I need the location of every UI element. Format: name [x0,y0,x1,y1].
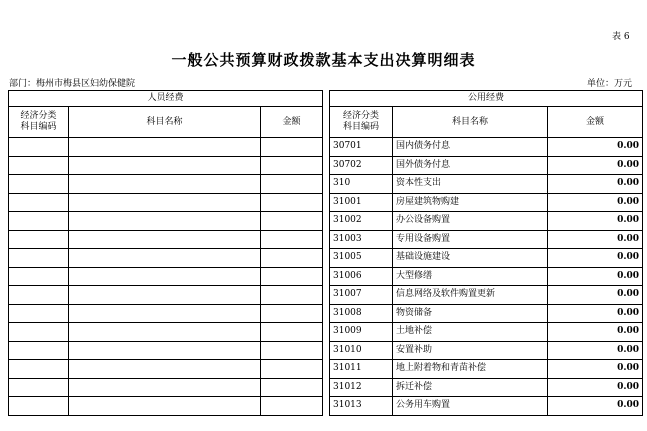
left-amount-cell [261,378,323,397]
table-row [9,323,643,342]
left-amount-cell [261,323,323,342]
table-row [9,286,643,305]
page-title: 一般公共预算财政拨款基本支出决算明细表 [171,51,476,69]
left-code-cell [9,397,69,416]
left-name-cell [69,323,261,342]
right-code-header-line2: 科目编码 [342,122,379,132]
left-name-cell [69,249,261,268]
column-gap [323,397,330,416]
expense-name-cell: 土地补偿 [393,323,548,342]
table-row [9,230,643,249]
left-name-cell [69,378,261,397]
left-amount-cell [261,175,323,194]
table-row [9,249,643,268]
table-row [9,304,643,323]
column-gap [323,249,330,268]
left-code-header-line2: 科目编码 [20,122,57,132]
column-gap [323,175,330,194]
expense-name-cell: 国外债务付息 [393,156,548,175]
expense-amount-cell: 0.00 [548,341,643,360]
expense-name-cell: 房屋建筑物购建 [393,193,548,212]
expense-amount-cell: 0.00 [548,156,643,175]
public-expense-header: 公用经费 [330,91,643,107]
expense-name-cell: 办公设备购置 [393,212,548,231]
section-header-row [9,91,643,107]
expense-name-cell: 物资储备 [393,304,548,323]
table-row [9,267,643,286]
table-row [9,378,643,397]
left-code-cell [9,267,69,286]
column-gap [323,323,330,342]
left-name-cell [69,286,261,305]
left-code-cell [9,378,69,397]
left-amount-cell [261,341,323,360]
column-gap [323,230,330,249]
left-amount-cell [261,360,323,379]
left-amount-header: 金额 [261,107,323,138]
expense-code-cell: 31001 [330,193,393,212]
left-name-cell [69,212,261,231]
expense-amount-cell: 0.00 [548,360,643,379]
left-code-cell [9,249,69,268]
expense-name-cell: 大型修缮 [393,267,548,286]
unit-label: 单位：万元 [587,79,633,89]
left-code-cell [9,212,69,231]
expense-name-cell: 基础设施建设 [393,249,548,268]
table-row [9,360,643,379]
expense-name-cell: 安置补助 [393,341,548,360]
column-header-row [9,107,643,138]
department-label: 部门：梅州市梅县区妇幼保健院 [9,79,136,89]
expense-amount-cell: 0.00 [548,304,643,323]
left-amount-cell [261,249,323,268]
expense-amount-cell: 0.00 [548,212,643,231]
table-row [9,397,643,416]
column-gap [323,304,330,323]
left-code-cell [9,341,69,360]
left-name-header: 科目名称 [69,107,261,138]
expense-code-cell: 310 [330,175,393,194]
left-code-header-line1: 经济分类 [20,111,57,121]
expense-amount-cell: 0.00 [548,286,643,305]
expense-name-cell: 信息网络及软件购置更新 [393,286,548,305]
table-row [9,341,643,360]
table-row [9,138,643,157]
left-code-cell [9,230,69,249]
expense-amount-cell: 0.00 [548,230,643,249]
expense-name-cell: 公务用车购置 [393,397,548,416]
left-name-cell [69,360,261,379]
expense-amount-cell: 0.00 [548,378,643,397]
left-code-cell [9,156,69,175]
expense-code-cell: 31013 [330,397,393,416]
left-amount-cell [261,230,323,249]
left-code-cell [9,304,69,323]
expense-code-cell: 31009 [330,323,393,342]
expense-name-cell: 地上附着物和青苗补偿 [393,360,548,379]
expense-amount-cell: 0.00 [548,249,643,268]
left-code-cell [9,360,69,379]
left-amount-cell [261,212,323,231]
expense-code-cell: 31012 [330,378,393,397]
expense-code-cell: 31003 [330,230,393,249]
expense-amount-cell: 0.00 [548,267,643,286]
expense-name-cell: 拆迁补偿 [393,378,548,397]
column-gap [323,107,330,138]
left-amount-cell [261,156,323,175]
table-row [9,212,643,231]
expense-name-cell: 专用设备购置 [393,230,548,249]
expense-code-cell: 31006 [330,267,393,286]
expense-code-cell: 31008 [330,304,393,323]
left-code-header [9,107,69,138]
expense-name-cell: 资本性支出 [393,175,548,194]
expense-amount-cell: 0.00 [548,397,643,416]
expense-amount-cell: 0.00 [548,193,643,212]
personnel-expense-header: 人员经费 [9,91,323,107]
left-name-cell [69,193,261,212]
left-code-cell [9,193,69,212]
left-code-cell [9,138,69,157]
expenditure-table [8,90,643,416]
expense-code-cell: 31005 [330,249,393,268]
left-amount-cell [261,267,323,286]
expense-code-cell: 31007 [330,286,393,305]
expense-amount-cell: 0.00 [548,323,643,342]
right-amount-header: 金额 [548,107,643,138]
left-name-cell [69,267,261,286]
expense-code-cell: 31002 [330,212,393,231]
left-name-cell [69,304,261,323]
column-gap [323,360,330,379]
expense-code-cell: 30701 [330,138,393,157]
right-code-header-line1: 经济分类 [342,111,379,121]
left-name-cell [69,156,261,175]
expense-code-cell: 31010 [330,341,393,360]
column-gap [323,286,330,305]
left-code-cell [9,286,69,305]
table-number: 表 6 [612,32,630,42]
left-name-cell [69,397,261,416]
column-gap [323,138,330,157]
left-amount-cell [261,193,323,212]
left-name-cell [69,138,261,157]
left-code-cell [9,323,69,342]
right-name-header: 科目名称 [393,107,548,138]
left-name-cell [69,175,261,194]
left-code-cell [9,175,69,194]
expense-amount-cell: 0.00 [548,138,643,157]
left-name-cell [69,230,261,249]
expense-name-cell: 国内债务付息 [393,138,548,157]
column-gap [323,212,330,231]
expense-code-cell: 31011 [330,360,393,379]
column-gap [323,341,330,360]
column-gap [323,378,330,397]
column-gap [323,193,330,212]
left-amount-cell [261,138,323,157]
column-gap [323,267,330,286]
table-row [9,156,643,175]
left-amount-cell [261,286,323,305]
table-row [9,175,643,194]
right-code-header [330,107,393,138]
expense-code-cell: 30702 [330,156,393,175]
table-row [9,193,643,212]
left-amount-cell [261,304,323,323]
left-name-cell [69,341,261,360]
expense-amount-cell: 0.00 [548,175,643,194]
left-amount-cell [261,397,323,416]
column-gap [323,156,330,175]
column-gap [323,91,330,107]
